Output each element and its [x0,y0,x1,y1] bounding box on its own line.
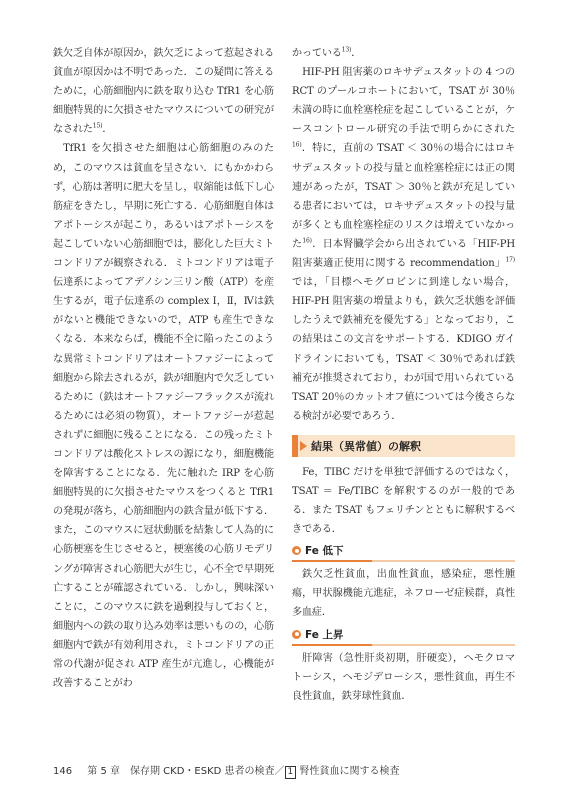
page-footer [53,762,399,779]
bullet-circle-icon [292,546,301,555]
section-label: 腎性貧血に関する検査 [299,766,400,777]
section-bar-icon [292,435,298,457]
divider [292,644,515,646]
left-paragraph-1: 鉄欠乏自体が原因か，鉄欠乏によって惹起される貧血が原因かは不明であった．この疑問に答えるために，心筋細胞内に鉄を取り込む TfR1 を心筋細胞特異的に欠損させたマウスについての研究がなされた$^{15)}$． [53,48,274,136]
section-heading [292,435,515,457]
interpretation-paragraph: Fe，TIBC だけを単独で評価するのではなく，TSAT ＝ Fe/TIBC を解釈するのが一般的である．また TSAT もフェリチンとともに解釈するべきである． [292,466,515,536]
fe-low-text: 鉄欠乏性貧血，出血性貧血，感染症，悪性腫瘍，甲状腺機能亢進症，ネフローゼ症候群，真性多血症． [292,569,515,619]
section-title: 結果（異常値）の解釈 [311,439,421,453]
right-paragraph-2: HIF-PH 阻害薬のロキサデュスタットの 4 つの RCT のプールコホートにおいて，TSAT が 30％未満の時に血栓塞栓症を起こしていることが，ケースコントロール研究の手法で明らかにされた$^{16)}$．特に，直前の TSAT ＜ 30％の場合にはロキサデュスタットの投与量と血栓塞栓症には正の関連があったが，TSAT ＞ 30％と鉄が充足している患者においては，ロキサデュスタットの投与量が多くとも血栓塞栓症のリスクは増えていなかった$^{16)}$．日本腎臓学会から出されている「HIF-PH 阻害薬適正使用に関する recommendation」$^{17)}$では，「目標ヘモグロビンに到達しない場合，HIF-PH 阻害薬の増量よりも，鉄欠乏状態を評価したうえで鉄補充を優先する」となっており，この結果はこの文言をサポートする．KDIGO ガイドラインにおいても，TSAT ＜ 30％であれば鉄補充が推奨されており，わが国で用いられている TSAT 20％のカットオフ値については今後さらなる検討が必要であろう． [292,67,515,422]
fe-high-title: Fe 上昇 [305,628,344,641]
chapter-label: 第 5 章 保存期 CKD・ESKD 患者の検査／ [87,766,285,777]
fe-low-heading [292,542,515,559]
fe-low-title: Fe 低下 [305,545,344,558]
left-paragraph-2: TfR1 を欠損させた細胞は心筋細胞のみのため，このマウスは貧血を呈さない．にもかかわらず，心筋は著明に肥大を呈し，収縮能は低下し心筋症をきたし，早期に死亡する．心筋細胞自体はアポトーシスが起こり，あるいはアポトーシスを起こしていない心筋細胞では，膨化した巨大ミトコンドリアが観察される．ミトコンドリアは電子伝達系によってアデノシン三リン酸（ATP）を産生するが，電子伝達系の complex Ⅰ，Ⅱ，Ⅳは鉄がないと機能できないので，ATP も産生できなくなる．本来ならば，機能不全に陥ったこのような異常ミトコンドリアはオートファジーによって細胞から除去されるが，鉄が細胞内で欠乏しているために（鉄はオートファジーフラックスが流れるためには必須の物質），オートファジーが惹起されずに細胞に残ることになる．この残ったミトコンドリアは酸化ストレスの源になり，細胞機能を障害することになる．先に触れた IRP を心筋細胞特異的に欠損させたマウスをつくると TfR1 の発現が落ち，心筋細胞内の鉄含量が低下する．また，このマウスに冠状動脈を結紮して人為的に心筋梗塞を生じさせると，梗塞後の心筋リモデリングが障害され心筋肥大が生じ，心不全で早期死亡することが確認されている．しかし，興味深いことに，このマウスに鉄を過剰投与しておくと，細胞内への鉄の取り込み効率は悪いものの，心筋細胞内で鉄が有効利用され，ミトコンドリアの正常の代謝が促され ATP 産生が亢進し，心機能が改善することがわ [53,143,274,690]
section-number-box: 1 [285,766,297,779]
divider [292,560,515,562]
fe-high-text: 肝障害（急性肝炎初期，肝硬変），ヘモクロマトーシス，ヘモジデローシス，悪性貧血，再生不良性貧血，鉄芽球性貧血． [292,652,515,702]
fe-high-heading [292,626,515,643]
right-paragraph-1: かっている$^{13)}$． [292,46,362,59]
right-column [292,44,515,706]
triangle-icon [300,441,307,451]
left-column [53,44,274,693]
page-number: 146 [53,766,73,777]
bullet-circle-icon [292,630,301,639]
